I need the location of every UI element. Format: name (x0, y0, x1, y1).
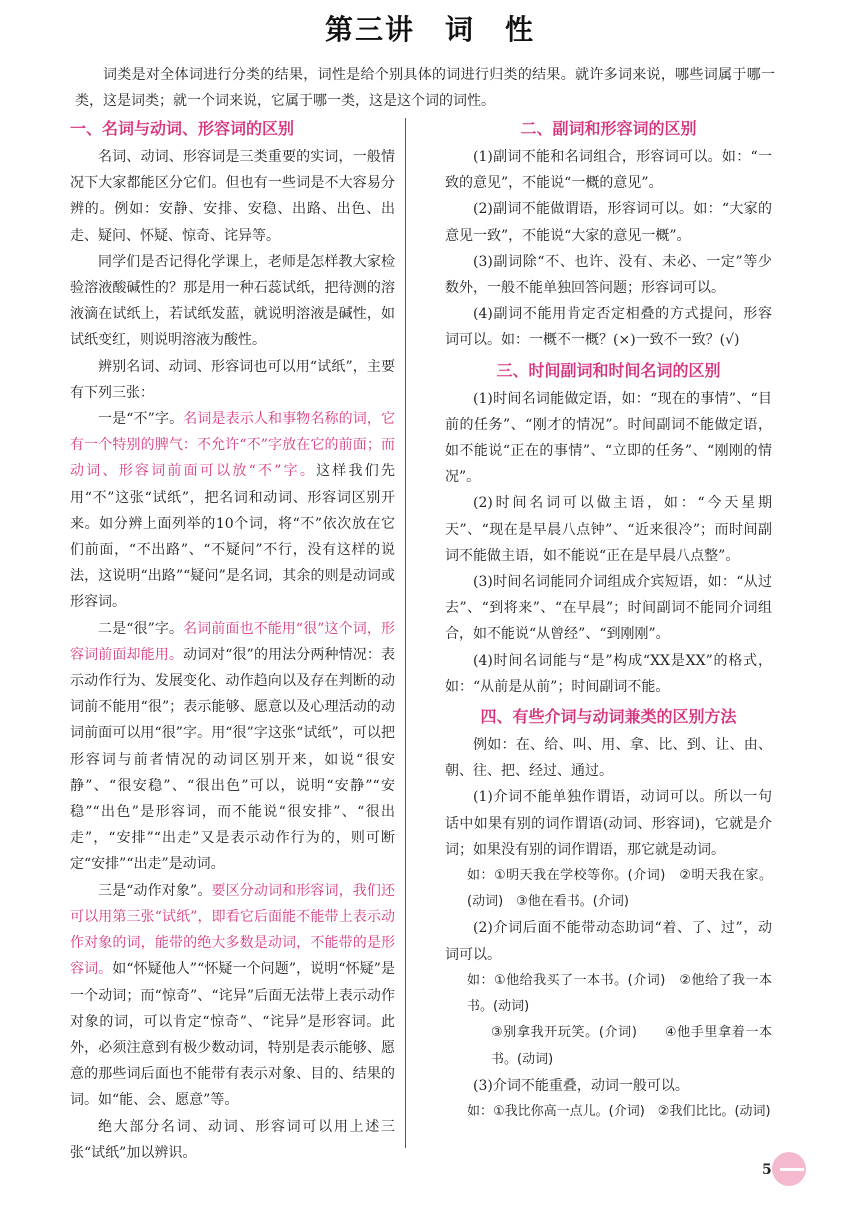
section-heading-2: 二、副词和形容词的区别 (520, 119, 697, 138)
highlighted-rule: 名词是表示人和事物名称的词，它有一个特别的脾气：不允许“不”字放在它的前面；而动词、形容词前面可以放“不”字。 (70, 411, 395, 480)
page-number: 5 (762, 1162, 772, 1178)
left-column (70, 112, 395, 1166)
rule-label: 二是“很”字。 (98, 620, 184, 637)
example-line: 如：①我比你高一点儿。(介词) ②我们比比。(动词) (467, 1103, 771, 1119)
paragraph: (3)时间名词能同介词组成介宾短语，如：“从过去”、“到将来”、“在早晨”；时间副词不能同介词组合，如不能说“从曾经”、“到刚刚”。 (445, 574, 772, 643)
paragraph: (4)时间名词能与“是”构成“XX是XX”的格式，如：“从前是从前”；时间副词不能。 (445, 652, 772, 695)
decoration-stripe (780, 1168, 804, 1171)
paragraph: (2)介词后面不能带动态助词“着、了、过”，动词可以。 (445, 920, 772, 963)
highlighted-rule: 要区分动词和形容词，我们还可以用第三张“试纸”，即看它后面能不能带上表示动作对象的词，能带的绝大多数是动词，不能带的是形容词。 (70, 882, 395, 978)
column-divider (405, 118, 406, 1148)
intro-paragraph (75, 62, 775, 114)
example-line: 如：①他给我买了一本书。(介词) ②他给了我一本书。(动词) (467, 972, 772, 1015)
paragraph: 辨别名词、动词、形容词也可以用“试纸”，主要有下列三张： (70, 358, 395, 401)
page-title: 第三讲 词 性 (324, 13, 535, 46)
section-heading-1: 一、名词与动词、形容词的区别 (70, 119, 295, 138)
paragraph: 绝大部分名词、动词、形容词可以用上述三张“试纸”加以辨识。 (70, 1118, 395, 1161)
paragraph (70, 406, 395, 616)
paragraph: 例如：在、给、叫、用、拿、比、到、让、由、朝、往、把、经过、通过。 (445, 737, 772, 780)
highlighted-rule: 名词前面也不能用“很”这个词，形容词前面却能用。 (70, 620, 395, 663)
paragraph: (4)副词不能用肯定否定相叠的方式提问，形容词可以。如：一概不一概？(×)一致不一致？(√) (445, 306, 772, 349)
paragraph: (2)时间名词可以做主语，如：“今天星期天”、“现在是早晨八点钟”、“近来很冷”；而时间副词不能做主语，如不能说“正在是早晨八点整”。 (445, 495, 772, 564)
example-line: ③别拿我开玩笑。(介词) ④他手里拿着一本书。(动词) (491, 1025, 772, 1067)
paragraph: (1)副词不能和名词组合，形容词可以。如：“一致的意见”，不能说“一概的意见”。 (445, 149, 772, 192)
paragraph: (2)副词不能做谓语，形容词可以。如：“大家的意见一致”，不能说“大家的意见一概”。 (445, 201, 772, 244)
section-heading-3: 三、时间副词和时间名词的区别 (496, 360, 721, 380)
example-line: 如：①明天我在学校等你。(介词) ②明天我在家。(动词) ③他在看书。(介词) (467, 868, 772, 910)
paragraph (70, 616, 395, 878)
paragraph: (3)介词不能重叠，动词一般可以。 (473, 1077, 689, 1094)
right-column (445, 112, 772, 1125)
rule-label: 三是“动作对象”。 (98, 882, 212, 899)
paragraph: 同学们是否记得化学课上，老师是怎样教大家检验溶液酸碱性的？那是用一种石蕊试纸，把待测的溶液滴在试纸上，若试纸发蓝，就说明溶液是碱性，如试纸变红，则说明溶液为酸性。 (70, 253, 395, 349)
paragraph-text: 动词对“很”的用法分两种情况：表示动作行为、发展变化、动作趋向以及存在判断的动词前不能用“很”；表示能够、愿意以及心理活动的动词前面可以用“很”字。用“很”字这张“试纸”，可以把形容词与前者情况的动词区别开来，如说“很安静”、“很安稳”、“很出色”可以，说明“安静”“安稳”“出色”是形容词，而不能说“很安排”、“很出走”，“安排”“出走”又是表示动作行为的，则可断定“安排”“出走”是动词。 (70, 646, 395, 873)
paragraph: 名词、动词、形容词是三类重要的实词，一般情况下大家都能区分它们。但也有一些词是不大容易分辨的。例如：安静、安排、安稳、出路、出色、出走、疑问、怀疑、惊奇、诧异等。 (70, 149, 395, 244)
paragraph-text: 如“怀疑他人”“怀疑一个问题”，说明“怀疑”是一个动词；而“惊奇”、“诧异”后面无法带上表示动作对象的词，可以肯定“惊奇”、“诧异”是形容词。此外，必须注意到有极少数动词，特别是表示能够、愿意的那些词后面也不能带有表示对象、目的、结果的词。如“能、会、愿意”等。 (70, 961, 395, 1109)
paragraph: (1)介词不能单独作谓语，动词可以。所以一句话中如果有别的词作谓语(动词、形容词)，它就是介词；如果没有别的词作谓语，那它就是动词。 (445, 789, 772, 858)
paragraph: (1)时间名词能做定语，如：“现在的事情”、“目前的任务”、“刚才的情况”。时间副词不能做定语，如不能说“正在的事情”、“立即的任务”、“刚刚的情况”。 (445, 390, 772, 486)
intro-text: 词类是对全体词进行分类的结果，词性是给个别具体的词进行归类的结果。就许多词来说，哪些词属于哪一类，这是词类；就一个词来说，它属于哪一类，这是这个词的词性。 (75, 67, 775, 109)
paragraph: (3)副词除“不、也许、没有、未必、一定”等少数外，一般不能单独回答问题；形容词可以。 (445, 253, 772, 297)
paragraph-text: 这样我们先用“不”这张“试纸”，把名词和动词、形容词区别开来。如分辨上面列举的10个词，将“不”依次放在它们前面，“不出路”、“不疑问”不行，没有这样的说法，这说明“出路”“疑问”是名词，其余的则是动词或形容词。 (70, 463, 395, 611)
section-heading-4: 四、有些介词与动词兼类的区别方法 (480, 707, 737, 727)
rule-label: 一是“不”字。 (98, 411, 184, 428)
paragraph (70, 878, 395, 1114)
